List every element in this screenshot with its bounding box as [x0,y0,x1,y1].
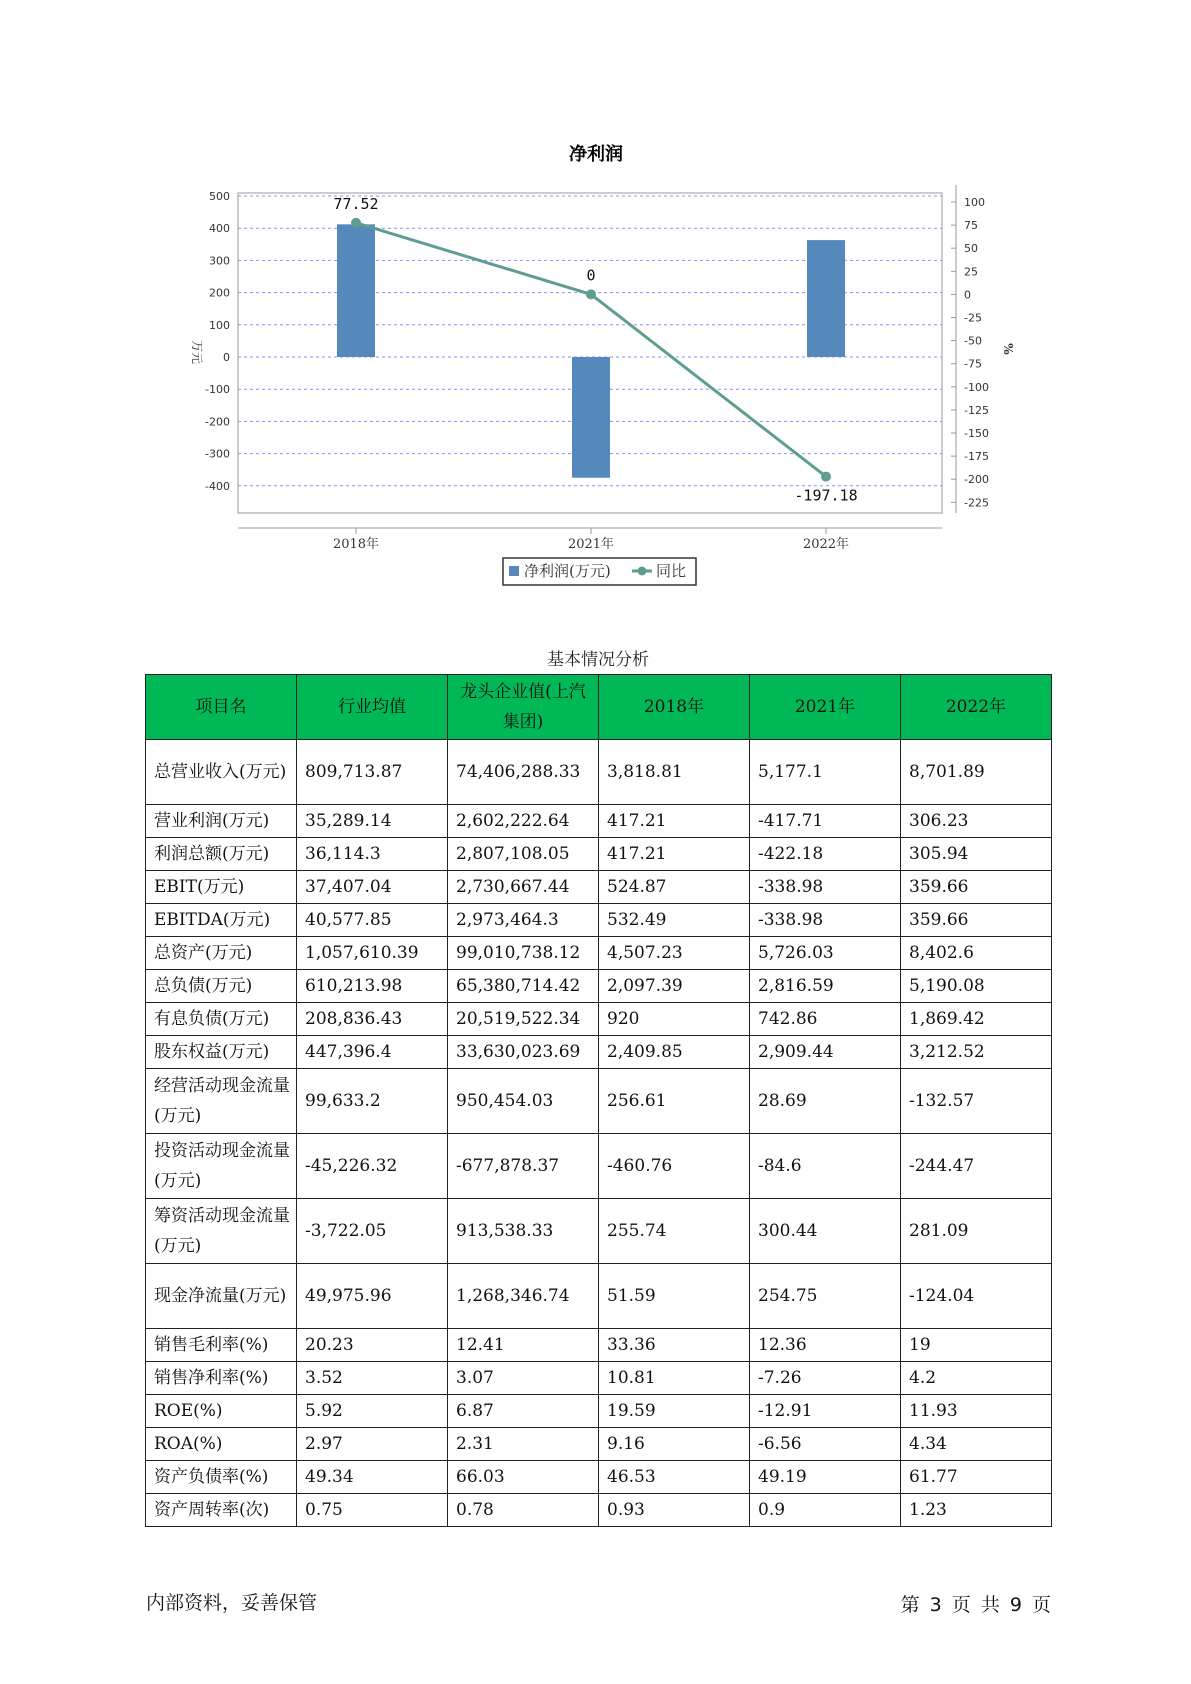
table-cell: 12.41 [448,1329,599,1362]
table-row [146,871,1052,904]
y-tick-label: 500 [209,190,230,203]
table-cell: -132.57 [901,1069,1052,1134]
row-label-cell: 资产周转率(次) [146,1494,297,1527]
x-tick-label: 2021年 [567,537,615,552]
table-cell: 913,538.33 [448,1199,599,1264]
table-row [146,1036,1052,1069]
row-label-cell: 现金净流量(万元) [146,1264,297,1329]
table-cell: -460.76 [599,1134,750,1199]
row-label-cell: 股东权益(万元) [146,1036,297,1069]
table-cell: 417.21 [599,805,750,838]
yoy-point [586,289,596,299]
y2-tick-label: -75 [964,357,982,371]
table-cell: -84.6 [750,1134,901,1199]
table-cell: 33,630,023.69 [448,1036,599,1069]
table-row [146,1003,1052,1036]
table-cell: -124.04 [901,1264,1052,1329]
y2-tick-label: -225 [964,496,989,510]
table-cell: 8,701.89 [901,740,1052,805]
table-cell: 2,807,108.05 [448,838,599,871]
table-cell: -244.47 [901,1134,1052,1199]
table-row [146,805,1052,838]
table-cell: 51.59 [599,1264,750,1329]
y2-tick-label: -175 [964,450,989,464]
table-cell: -338.98 [750,904,901,937]
legend-label-net-profit: 净利润(万元) [524,562,611,580]
y2-tick-label: -125 [964,403,989,417]
table-cell: 208,836.43 [297,1003,448,1036]
table-cell: -338.98 [750,871,901,904]
y-tick-label: -300 [205,447,230,461]
table-cell: 20.23 [297,1329,448,1362]
table-cell: 2,973,464.3 [448,904,599,937]
row-label-cell: ROE(%) [146,1395,297,1428]
y-tick-label: 0 [223,351,230,364]
y2-tick-label: -100 [964,380,989,394]
y-axis-title: 万元 [190,339,204,365]
table-row [146,1199,1052,1264]
table-cell: 305.94 [901,838,1052,871]
y-tick-label: 100 [209,318,230,332]
table-cell: 359.66 [901,871,1052,904]
table-cell: 300.44 [750,1199,901,1264]
table-cell: 6.87 [448,1395,599,1428]
table-row [146,1428,1052,1461]
legend-label-yoy: 同比 [656,562,687,580]
table-cell: 33.36 [599,1329,750,1362]
table-header-cell: 2022年 [901,675,1052,740]
table-cell: 2.31 [448,1428,599,1461]
table-cell: 28.69 [750,1069,901,1134]
table-cell: 2.97 [297,1428,448,1461]
table-cell: 5.92 [297,1395,448,1428]
row-label-cell: EBITDA(万元) [146,904,297,937]
basic-analysis-table [145,674,1052,1527]
table-header-cell: 行业均值 [297,675,448,740]
table-cell: 37,407.04 [297,871,448,904]
table-cell: -45,226.32 [297,1134,448,1199]
table-cell: 19.59 [599,1395,750,1428]
table-cell: 66.03 [448,1461,599,1494]
table-cell: 0.9 [750,1494,901,1527]
x-tick-label: 2018年 [332,537,380,552]
table-cell: 610,213.98 [297,970,448,1003]
y2-tick-label: 25 [964,265,978,279]
table-cell: 920 [599,1003,750,1036]
yoy-point [351,218,361,228]
row-label-cell: 营业利润(万元) [146,805,297,838]
table-cell: 532.49 [599,904,750,937]
table-row [146,1362,1052,1395]
y2-tick-label: -150 [964,427,989,440]
table-cell: -3,722.05 [297,1199,448,1264]
row-label-cell: 资产负债率(%) [146,1461,297,1494]
row-label-cell: 总营业收入(万元) [146,740,297,805]
table-cell: 3,212.52 [901,1036,1052,1069]
table-cell: 809,713.87 [297,740,448,805]
table-cell: 950,454.03 [448,1069,599,1134]
table-cell: 19 [901,1329,1052,1362]
table-cell: -7.26 [750,1362,901,1395]
table-header-cell: 项目名 [146,675,297,740]
y-tick-label: -100 [205,383,230,397]
table-cell: 306.23 [901,805,1052,838]
table-cell: 35,289.14 [297,805,448,838]
y-tick-label: -200 [205,415,230,429]
table-cell: 5,190.08 [901,970,1052,1003]
table-row [146,1461,1052,1494]
legend-swatch-dot [638,567,647,576]
row-label-cell: 利润总额(万元) [146,838,297,871]
table-row [146,1395,1052,1428]
table-cell: 36,114.3 [297,838,448,871]
footer-page-number: 第 3 页 共 9 页 [900,1594,1051,1616]
table-cell: 49,975.96 [297,1264,448,1329]
table-row [146,838,1052,871]
row-label-cell: 销售净利率(%) [146,1362,297,1395]
table-cell: 4.2 [901,1362,1052,1395]
data-label: -197.18 [794,486,858,505]
y2-tick-label: -25 [964,311,982,325]
table-cell: 4.34 [901,1428,1052,1461]
table-row [146,937,1052,970]
table-cell: 2,409.85 [599,1036,750,1069]
row-label-cell: 筹资活动现金流量(万元) [146,1199,297,1264]
table-cell: 524.87 [599,871,750,904]
table-cell: 5,726.03 [750,937,901,970]
table-cell: 65,380,714.42 [448,970,599,1003]
bar [337,224,375,357]
table-cell: 417.21 [599,838,750,871]
table-cell: 254.75 [750,1264,901,1329]
table-cell: -677,878.37 [448,1134,599,1199]
table-cell: 9.16 [599,1428,750,1461]
table-header-row [146,675,1052,740]
table-cell: 1,268,346.74 [448,1264,599,1329]
row-label-cell: EBIT(万元) [146,871,297,904]
table-cell: 281.09 [901,1199,1052,1264]
table-cell: 359.66 [901,904,1052,937]
table-cell: 74,406,288.33 [448,740,599,805]
table-cell: 1,057,610.39 [297,937,448,970]
table-row [146,970,1052,1003]
row-label-cell: 销售毛利率(%) [146,1329,297,1362]
row-label-cell: 总负债(万元) [146,970,297,1003]
row-label-cell: 投资活动现金流量(万元) [146,1134,297,1199]
table-row [146,1494,1052,1527]
table-row [146,1264,1052,1329]
table-cell: 10.81 [599,1362,750,1395]
table-cell: 2,602,222.64 [448,805,599,838]
y2-tick-label: -200 [964,473,989,487]
bar [572,357,610,478]
y-tick-label: 400 [209,222,230,236]
y2-tick-label: 100 [964,196,985,209]
y2-tick-label: -50 [964,334,982,348]
table-cell: 447,396.4 [297,1036,448,1069]
table-cell: 2,909.44 [750,1036,901,1069]
table-cell: 61.77 [901,1461,1052,1494]
table-cell: 255.74 [599,1199,750,1264]
y2-axis-title: % [1001,343,1015,355]
table-cell: 99,633.2 [297,1069,448,1134]
table-cell: 1.23 [901,1494,1052,1527]
table-cell: 20,519,522.34 [448,1003,599,1036]
table-cell: 40,577.85 [297,904,448,937]
table-cell: 742.86 [750,1003,901,1036]
table-cell: 3,818.81 [599,740,750,805]
table-cell: 1,869.42 [901,1003,1052,1036]
row-label-cell: 总资产(万元) [146,937,297,970]
table-cell: 11.93 [901,1395,1052,1428]
yoy-point [821,472,831,482]
table-cell: 3.07 [448,1362,599,1395]
table-cell: 5,177.1 [750,740,901,805]
legend-swatch-bar [509,566,519,576]
table-cell: 2,816.59 [750,970,901,1003]
row-label-cell: 有息负债(万元) [146,1003,297,1036]
table-header-cell: 2018年 [599,675,750,740]
y-tick-label: 200 [209,286,230,300]
table-cell: 0.93 [599,1494,750,1527]
table-cell: 12.36 [750,1329,901,1362]
table-cell: -6.56 [750,1428,901,1461]
row-label-cell: ROA(%) [146,1428,297,1461]
table-caption: 基本情况分析 [547,650,649,670]
y-tick-label: 300 [209,254,230,268]
footer-confidential-note: 内部资料，妥善保管 [146,1592,318,1614]
table-row [146,904,1052,937]
y2-tick-label: 50 [964,242,978,256]
table-header-cell: 2021年 [750,675,901,740]
y2-tick-label: 75 [964,219,978,233]
table-cell: -12.91 [750,1395,901,1428]
table-cell: 0.75 [297,1494,448,1527]
table-body [146,740,1052,1527]
table-cell: 2,730,667.44 [448,871,599,904]
table-row [146,740,1052,805]
x-tick-label: 2022年 [802,537,850,552]
table-cell: 4,507.23 [599,937,750,970]
table-cell: 8,402.6 [901,937,1052,970]
table-row [146,1134,1052,1199]
table-cell: 256.61 [599,1069,750,1134]
table-row [146,1069,1052,1134]
y-tick-label: -400 [205,479,230,493]
chart-title: 净利润 [569,144,623,165]
table-cell: 0.78 [448,1494,599,1527]
data-label: 77.52 [333,194,379,213]
table-cell: 49.34 [297,1461,448,1494]
table-row [146,1329,1052,1362]
net-profit-chart [0,0,1191,600]
data-label: 0 [586,266,596,285]
table-cell: 49.19 [750,1461,901,1494]
table-header-cell: 龙头企业值(上汽集团) [448,675,599,740]
table-cell: -422.18 [750,838,901,871]
bar [807,240,845,357]
row-label-cell: 经营活动现金流量(万元) [146,1069,297,1134]
y2-tick-label: 0 [964,288,971,302]
table-cell: 99,010,738.12 [448,937,599,970]
table-cell: -417.71 [750,805,901,838]
table-cell: 2,097.39 [599,970,750,1003]
table-cell: 3.52 [297,1362,448,1395]
table-cell: 46.53 [599,1461,750,1494]
